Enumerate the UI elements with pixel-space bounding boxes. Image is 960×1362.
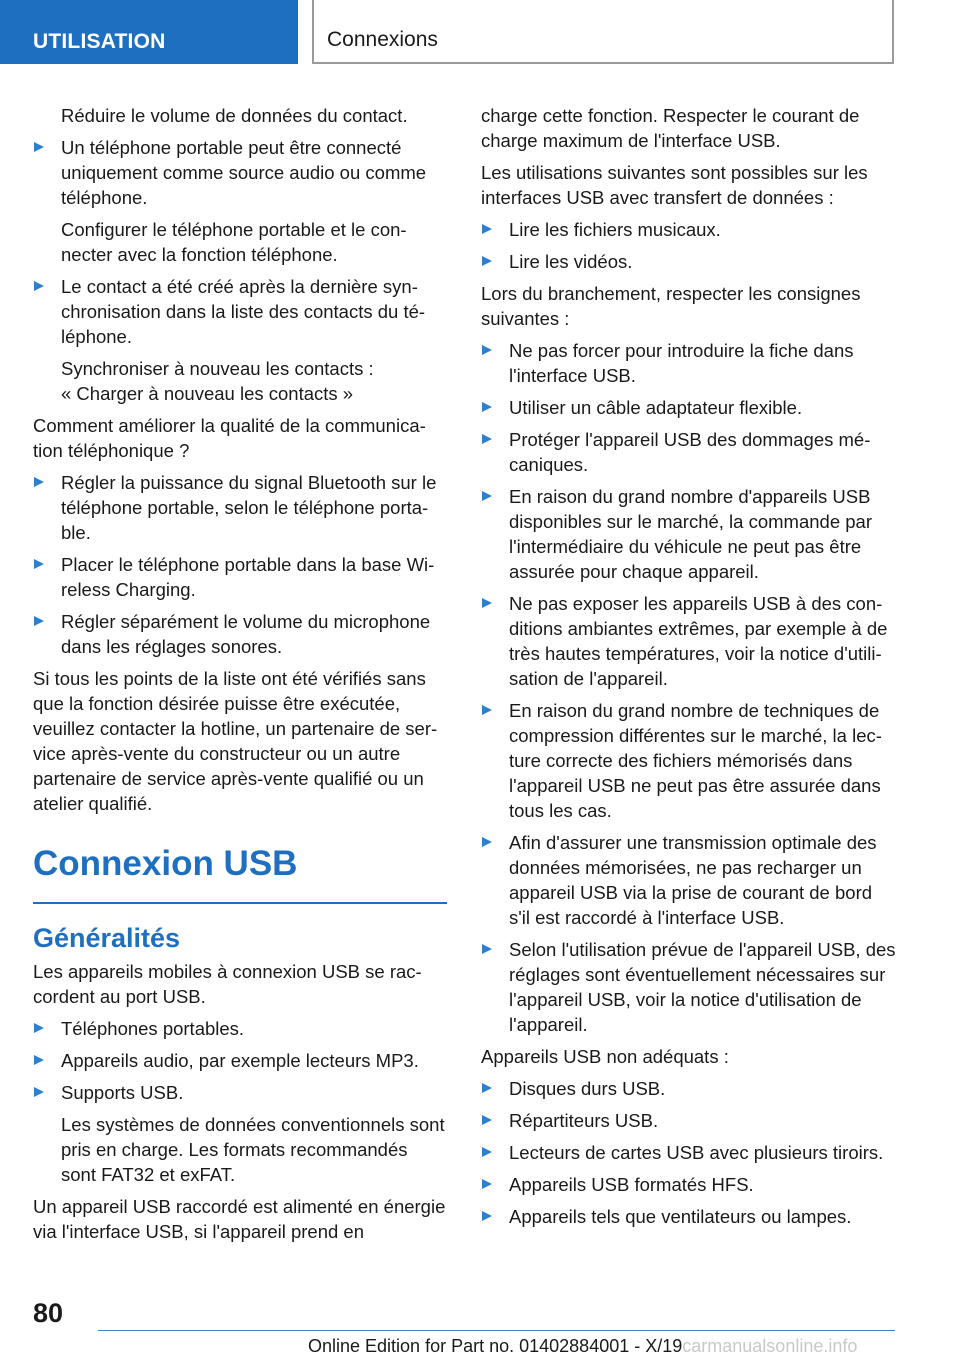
footer-rule (98, 1330, 895, 1331)
bullet-triangle-icon (482, 705, 492, 715)
bullet-triangle-icon (34, 1023, 44, 1033)
bullet-text: En raison du grand nombre d'appareils USB disponibles sur le marché, la commande par l'intermédiaire du véhicule ne peut pas être assurée pour chaque appareil. (509, 486, 872, 582)
bullet-text: Supports USB. (61, 1082, 184, 1103)
bullet-triangle-icon (482, 1179, 492, 1189)
bullet-triangle-icon (482, 224, 492, 234)
bullet-item (33, 1048, 447, 1073)
bullet-item (481, 1076, 896, 1101)
bullet-item (33, 1016, 447, 1041)
watermark-text: carmanualsonline.info (682, 1336, 858, 1356)
right-column (481, 103, 896, 1236)
bullet-item (481, 484, 896, 584)
bullet-text: Régler séparément le volume du microphone dans les réglages sonores. (61, 611, 431, 657)
bullet-text: Un téléphone portable peut être connecté uniquement comme source audio ou comme téléphone. (61, 137, 427, 208)
bullet-text: Lire les vidéos. (509, 251, 633, 272)
bullet-item (481, 1172, 896, 1197)
footer-edition (308, 1336, 857, 1357)
bullet-item (33, 135, 447, 210)
bullet-text: Appareils USB formatés HFS. (509, 1174, 754, 1195)
bullet-item (481, 395, 896, 420)
bullet-item (481, 1204, 896, 1229)
bullet-item (481, 217, 896, 242)
bullet-text: Utiliser un câble adaptateur flexible. (509, 397, 803, 418)
paragraph: Lors du branchement, respecter les consignes suivantes : (481, 283, 861, 329)
bullet-triangle-icon (482, 944, 492, 954)
bullet-text: Ne pas forcer pour introduire la fiche dans l'interface USB. (509, 340, 854, 386)
bullet-item (33, 470, 447, 545)
bullet-item (481, 338, 896, 388)
bullet-triangle-icon (482, 402, 492, 412)
bullet-item (481, 698, 896, 823)
bullet-triangle-icon (482, 1211, 492, 1221)
paragraph: Les utilisations suivantes sont possibles sur les interfaces USB avec transfert de données : (481, 162, 868, 208)
edition-text: Online Edition for Part no. 01402884001 - X/19 (308, 1336, 683, 1356)
menu-path-text: « Charger à nouveau les contacts » (61, 383, 354, 404)
heading-rule (33, 902, 447, 904)
paragraph: Réduire le volume de données du contact. (61, 105, 408, 126)
paragraph: charge cette fonction. Respecter le courant de charge maximum de l'interface USB. (481, 105, 860, 151)
bullet-text: Lire les fichiers musicaux. (509, 219, 721, 240)
section-tab: UTILISATION (0, 0, 298, 64)
bullet-item (481, 591, 896, 691)
bullet-triangle-icon (482, 256, 492, 266)
paragraph: Les appareils mobiles à connexion USB se raccordent au port USB. (33, 961, 422, 1007)
bullet-text: Répartiteurs USB. (509, 1110, 659, 1131)
bullet-text: Appareils tels que ventilateurs ou lampes. (509, 1206, 852, 1227)
paragraph: Appareils USB non adéquats : (481, 1046, 729, 1067)
bullet-triangle-icon (34, 281, 44, 291)
bullet-text: Régler la puissance du signal Bluetooth sur le téléphone portable, selon le téléphone portable. (61, 472, 437, 543)
bullet-text: Disques durs USB. (509, 1078, 666, 1099)
section-heading: Connexion USB (33, 844, 298, 883)
bullet-triangle-icon (34, 142, 44, 152)
chapter-title: Connexions (312, 0, 894, 64)
bullet-item (33, 1080, 447, 1105)
bullet-triangle-icon (482, 345, 492, 355)
bullet-item (481, 937, 896, 1037)
bullet-triangle-icon (482, 491, 492, 501)
paragraph: Si tous les points de la liste ont été vérifiés sans que la fonction désirée puisse être exécutée, veuillez contacter la hotline, un partenaire de service après-vente du constructeur ou un autre partenaire de service après-vente qualifié ou un atelier qualifié. (33, 668, 438, 814)
bullet-triangle-icon (482, 837, 492, 847)
bullet-triangle-icon (34, 616, 44, 626)
bullet-item (481, 1108, 896, 1133)
bullet-triangle-icon (34, 1087, 44, 1097)
bullet-text: Protéger l'appareil USB des dommages mécaniques. (509, 429, 871, 475)
bullet-triangle-icon (34, 1055, 44, 1065)
paragraph: Comment améliorer la qualité de la communication téléphonique ? (33, 415, 426, 461)
paragraph (33, 356, 447, 406)
bullet-triangle-icon (482, 434, 492, 444)
bullet-text: Placer le téléphone portable dans la base Wireless Charging. (61, 554, 435, 600)
instruction-text: Synchroniser à nouveau les contacts : (61, 358, 374, 379)
bullet-triangle-icon (482, 598, 492, 608)
bullet-text: Téléphones portables. (61, 1018, 245, 1039)
paragraph: Un appareil USB raccordé est alimenté en énergie via l'interface USB, si l'appareil prend en (33, 1196, 446, 1242)
bullet-text: Afin d'assurer une transmission optimale des données mémorisées, ne pas recharger un appareil USB via la prise de courant de bord s'il est raccordé à l'interface USB. (509, 832, 877, 928)
bullet-text: Appareils audio, par exemple lecteurs MP3. (61, 1050, 419, 1071)
subsection-heading: Généralités (33, 923, 181, 953)
bullet-triangle-icon (482, 1147, 492, 1157)
bullet-triangle-icon (34, 559, 44, 569)
bullet-text: En raison du grand nombre de techniques de compression différentes sur le marché, la lecture correcte des fichiers mémorisés dans l'appareil USB ne peut pas être assurée dans tous les cas. (509, 700, 882, 821)
bullet-text: Lecteurs de cartes USB avec plusieurs tiroirs. (509, 1142, 884, 1163)
bullet-item (481, 1140, 896, 1165)
bullet-text: Ne pas exposer les appareils USB à des conditions ambiantes extrêmes, par exemple à de très hautes températures, voir la notice d'utilisation de l'appareil. (509, 593, 888, 689)
bullet-text: Le contact a été créé après la dernière synchronisation dans la liste des contacts du téléphone. (61, 276, 426, 347)
bullet-triangle-icon (482, 1115, 492, 1125)
bullet-triangle-icon (34, 477, 44, 487)
page-number: 80 (33, 1298, 64, 1328)
bullet-item (481, 427, 896, 477)
bullet-triangle-icon (482, 1083, 492, 1093)
paragraph: Les systèmes de données conventionnels sont pris en charge. Les formats recommandés sont FAT32 et exFAT. (61, 1114, 445, 1185)
left-column (33, 103, 447, 1251)
bullet-item (481, 249, 896, 274)
bullet-item (481, 830, 896, 930)
bullet-item (33, 552, 447, 602)
bullet-item (33, 609, 447, 659)
bullet-text: Selon l'utilisation prévue de l'appareil USB, des réglages sont éventuellement nécessaires sur l'appareil USB, voir la notice d'utilisation de l'appareil. (509, 939, 896, 1035)
paragraph: Configurer le téléphone portable et le connecter avec la fonction téléphone. (61, 219, 407, 265)
bullet-item (33, 274, 447, 349)
